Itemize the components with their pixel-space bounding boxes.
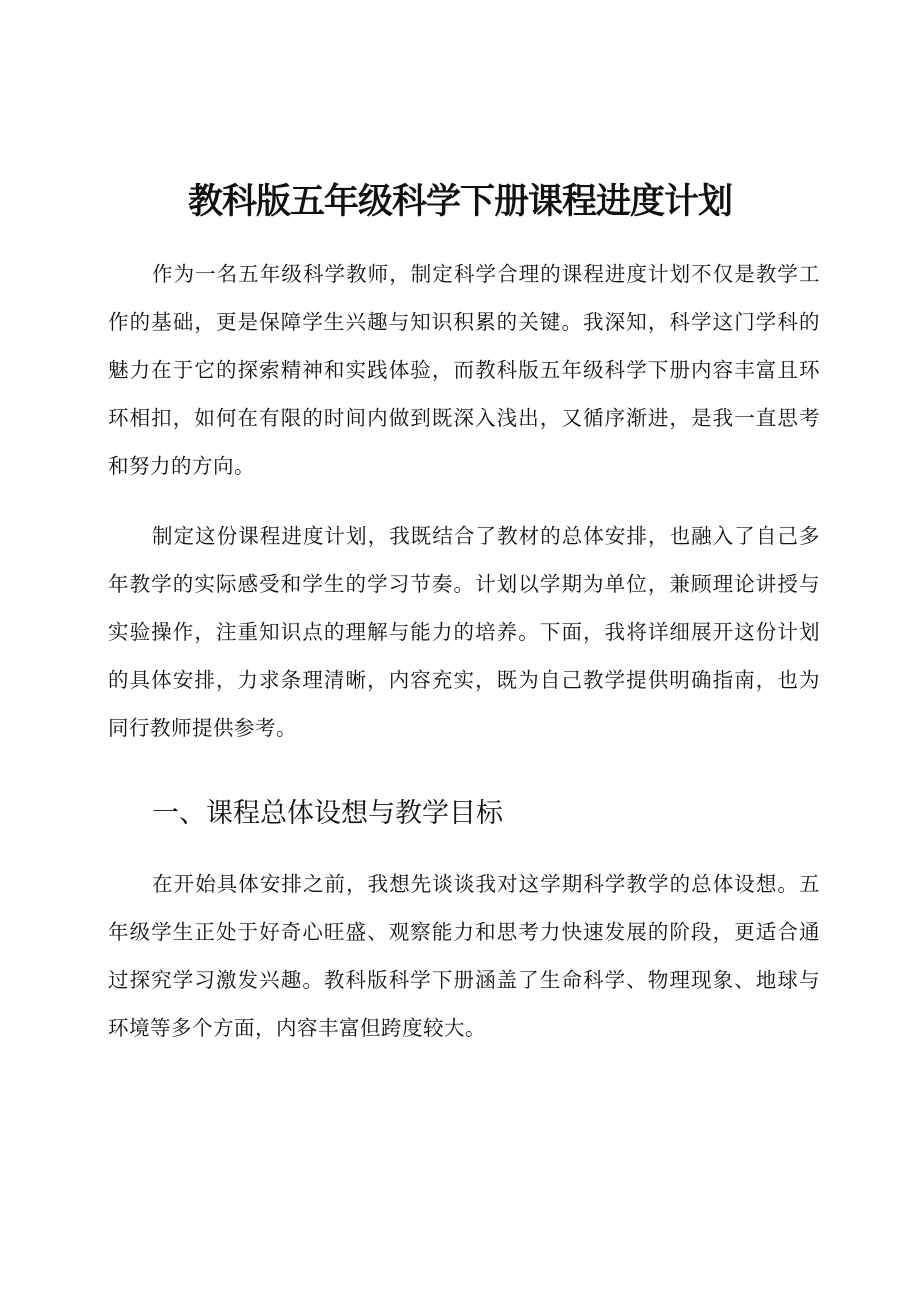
section-paragraph: 在开始具体安排之前，我想先谈谈我对这学期科学教学的总体设想。五年级学生正处于好奇心旺盛、观察能力和思考力快速发展的阶段，更适合通过探究学习激发兴趣。教科版科学下册涵盖了生命科学、物理现象、地球与环境等多个方面，内容丰富但跨度较大。 bbox=[108, 872, 820, 1040]
intro-paragraph-1: 作为一名五年级科学教师，制定科学合理的课程进度计划不仅是教学工作的基础，更是保障学生兴趣与知识积累的关键。我深知，科学这门学科的魅力在于它的探索精神和实践体验，而教科版五年级科学下册内容丰富且环环相扣，如何在有限的时间内做到既深入浅出，又循序渐进，是我一直思考和努力的方向。 bbox=[108, 262, 820, 478]
intro-paragraph-2: 制定这份课程进度计划，我既结合了教材的总体安排，也融入了自己多年教学的实际感受和学生的学习节奏。计划以学期为单位，兼顾理论讲授与实验操作，注重知识点的理解与能力的培养。下面，我将详细展开这份计划的具体安排，力求条理清晰，内容充实，既为自己教学提供明确指南，也为同行教师提供参考。 bbox=[108, 524, 820, 740]
document-title: 教科版五年级科学下册课程进度计划 bbox=[187, 182, 732, 222]
section-heading: 一、课程总体设想与教学目标 bbox=[152, 798, 503, 829]
